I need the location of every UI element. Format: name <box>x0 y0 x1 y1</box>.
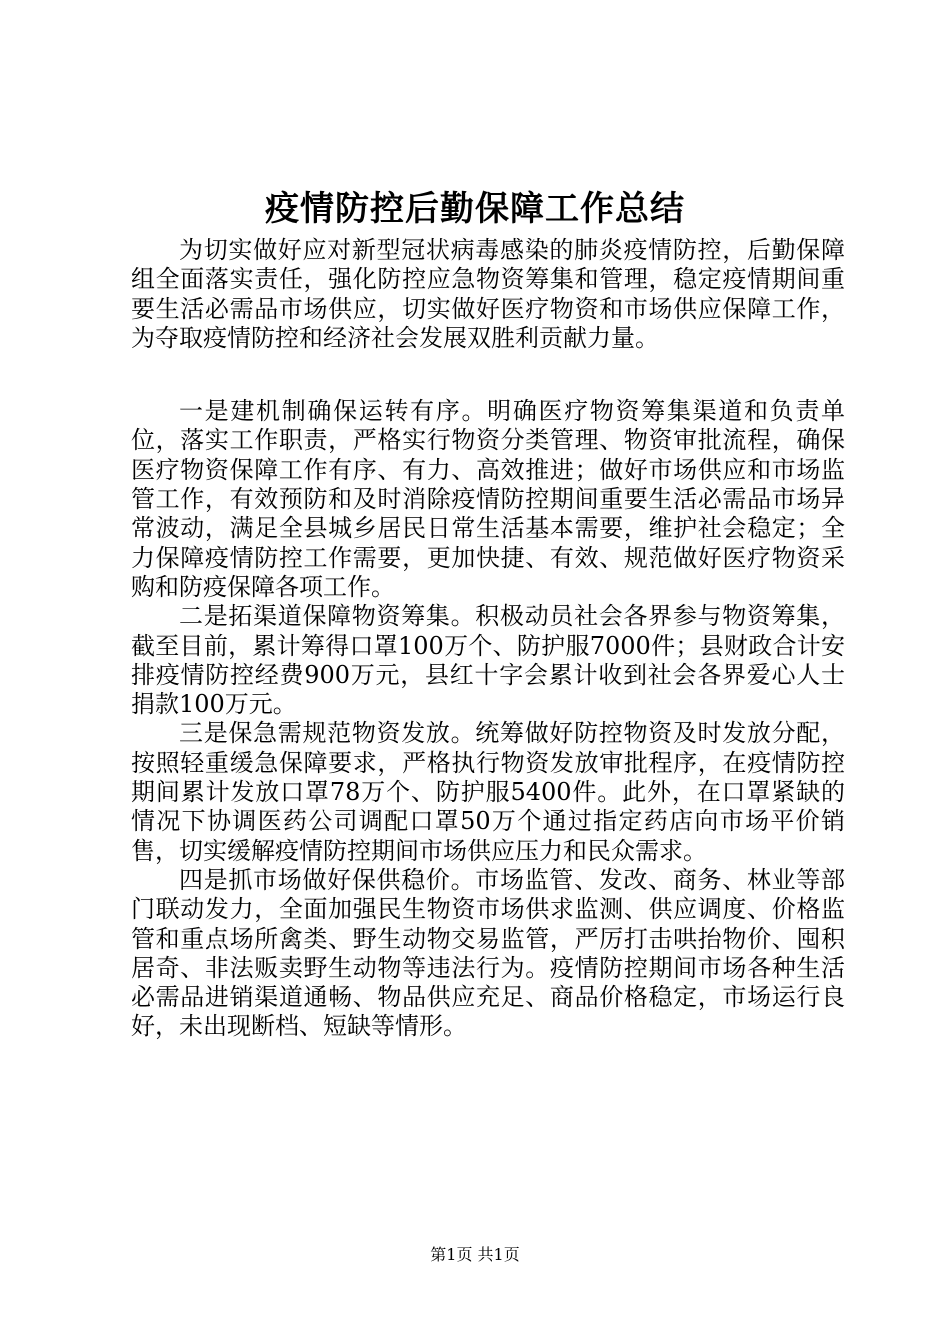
paragraph-mechanism: 一是建机制确保运转有序。明确医疗物资筹集渠道和负责单位，落实工作职责，严格实行物资分类管理、物资审批流程，确保医疗物资保障工作有序、有力、高效推进；做好市场供应和市场监管工作，有效预防和及时消除疫情防控期间重要生活必需品市场异常波动，满足全县城乡居民日常生活基本需要，维护社会稳定；全力保障疫情防控工作需要，更加快捷、有效、规范做好医疗物资采购和防疫保障各项工作。 <box>131 397 845 601</box>
document-body <box>131 236 845 1042</box>
paragraph-distribution: 三是保急需规范物资发放。统筹做好防控物资及时发放分配，按照轻重缓急保障要求，严格执行物资发放审批程序，在疫情防控期间累计发放口罩78万个、防护服5400件。此外，在口罩紧缺的情况下协调医药公司调配口罩50万个通过指定药店向市场平价销售，切实缓解疫情防控期间市场供应压力和民众需求。 <box>131 719 845 865</box>
intro-paragraph: 为切实做好应对新型冠状病毒感染的肺炎疫情防控，后勤保障组全面落实责任，强化防控应急物资筹集和管理，稳定疫情期间重要生活必需品市场供应，切实做好医疗物资和市场供应保障工作，为夺取疫情防控和经济社会发展双胜利贡献力量。 <box>131 236 845 352</box>
paragraph-supply-channels: 二是拓渠道保障物资筹集。积极动员社会各界参与物资筹集，截至目前，累计筹得口罩100万个、防护服7000件；县财政合计安排疫情防控经费900万元，县红十字会累计收到社会各界爱心人士捐款100万元。 <box>131 602 845 719</box>
paragraph-market-stability: 四是抓市场做好保供稳价。市场监管、发改、商务、林业等部门联动发力，全面加强民生物资市场供求监测、供应调度、价格监管和重点场所禽类、野生动物交易监管，严厉打击哄抬物价、囤积居奇、非法贩卖野生动物等违法行为。疫情防控期间市场各种生活必需品进销渠道通畅、物品供应充足、商品价格稳定，市场运行良好，未出现断档、短缺等情形。 <box>131 865 845 1041</box>
page-footer: 第1页 共1页 <box>430 1245 520 1264</box>
document-title: 疫情防控后勤保障工作总结 <box>265 189 685 229</box>
paragraph-spacer <box>131 353 845 397</box>
